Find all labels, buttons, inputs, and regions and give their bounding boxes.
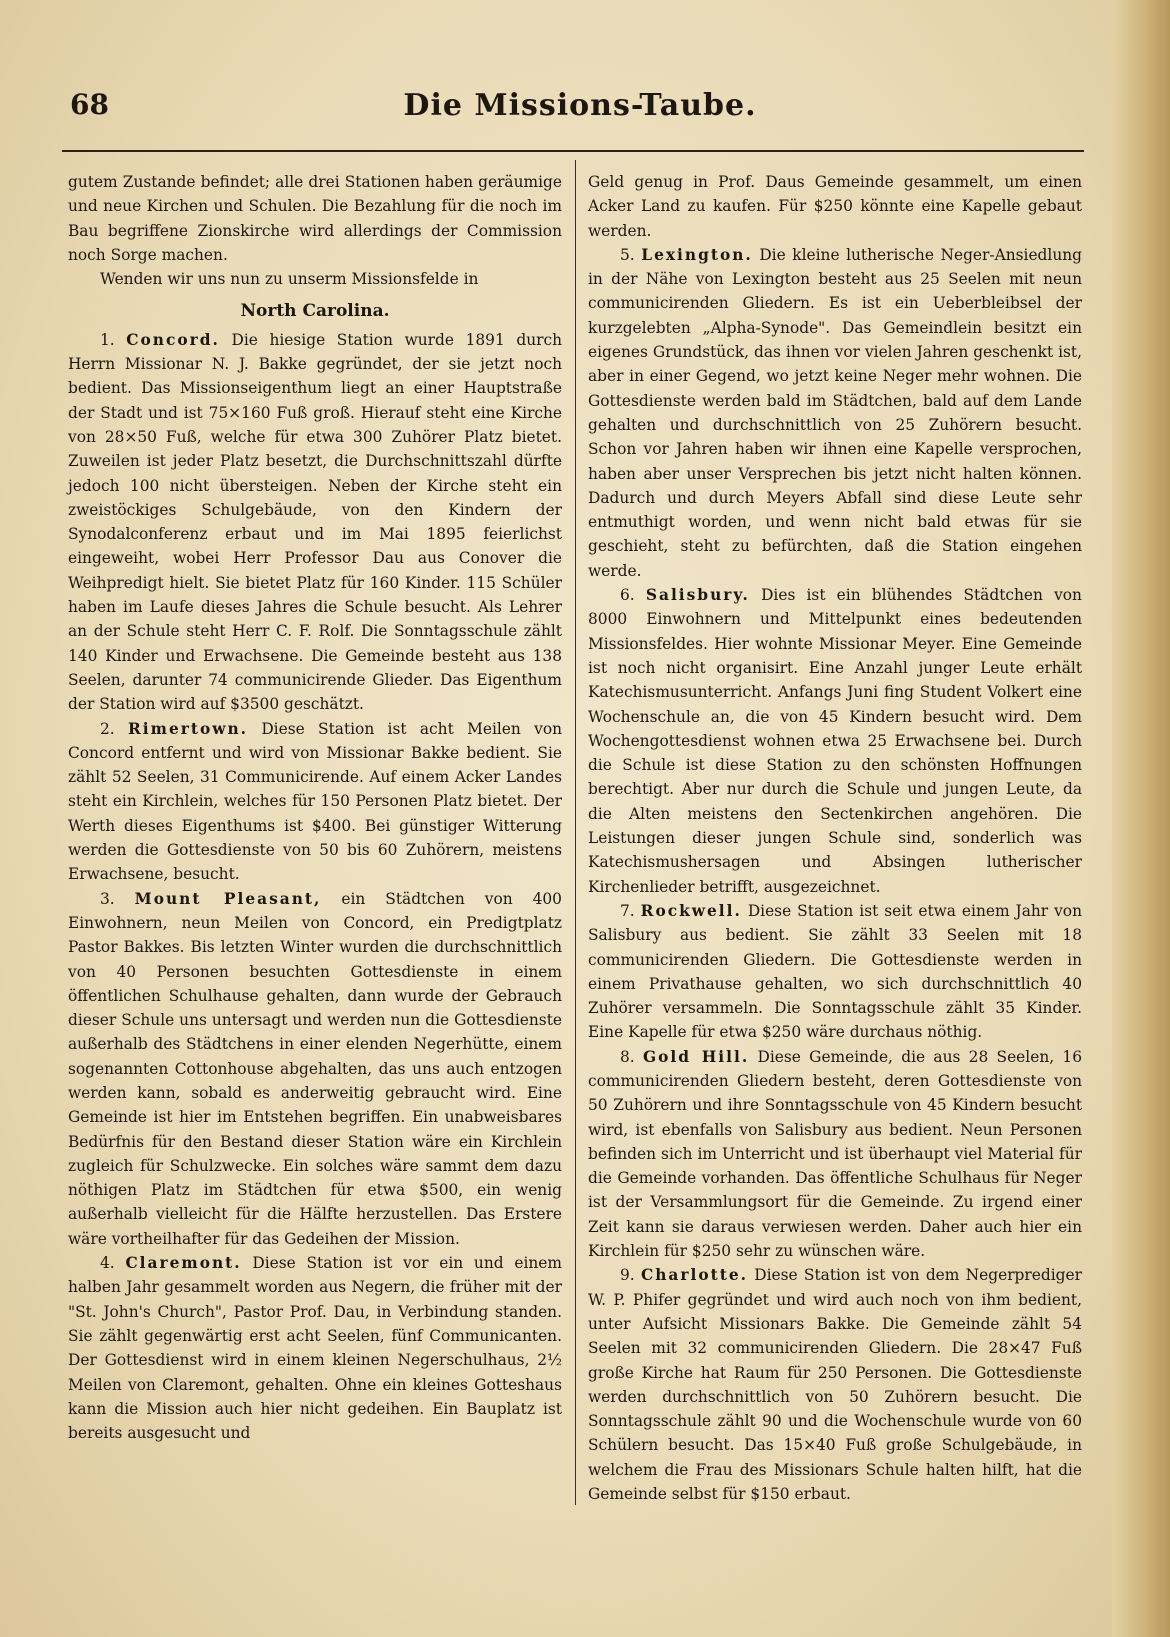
station-text: Die hiesige Station wurde 1891 durch Herrn Missionar N. J. Bakke gegründet, der sie jetzt noch bedient. Das Missionseigenthum liegt an einer Hauptstraße der Stadt und ist 75×160 Fuß groß. Hierauf steht eine Kirche von 28×50 Fuß, welche für etwa 300 Zuhörer Platz bietet. Zuweilen ist jeder Platz besetzt, die Durchschnittszahl dürfte jedoch 100 nicht übersteigen. Neben der Kirche steht ein zweistöckiges Schulgebäude, von den Kindern der Synodalconferenz erbaut und im Mai 1895 feierlichst eingeweiht, wobei Herr Professor Dau aus Conover die Weihpredigt hielt. Sie bietet Platz für 160 Kinder. 115 Schüler haben im Laufe dieses Jahres die Schule besucht. Als Lehrer an der Schule steht Herr C. F. Rolf. Die Sonntagsschule zählt 140 Kinder und Erwachsene. Die Gemeinde besteht aus 138 Seelen, darunter 74 communicirende Glieder. Das Eigenthum der Station wird auf $3500 geschätzt. [68, 330, 562, 714]
station-claremont [68, 1251, 562, 1445]
station-name: Rockwell. [640, 901, 742, 920]
station-charlotte [588, 1263, 1082, 1506]
item-number: 6. [620, 586, 635, 605]
station-text: Diese Station ist vor ein und einem halben Jahr gesammelt worden aus Negern, die früher mit der "St. John's Church", Pastor Prof. Dau, in Verbindung standen. Sie zählt gegenwärtig erst acht Seelen, fünf Communicanten. Der Gottesdienst wird in einem kleinen Negerschulhaus, 2½ Meilen von Claremont, gehalten. Ohne ein kleines Gotteshaus kann die Mission auch hier nicht gedeihen. Ein Bauplatz ist bereits ausgesucht und [68, 1254, 562, 1443]
item-number: 7. [620, 901, 635, 920]
paragraph: gutem Zustande befindet; alle drei Stationen haben geräumige und neue Kirchen und Schulen. Die Bezahlung für die noch im Bau begriffene Zionskirche wird allerdings der Commission noch Sorge machen. [68, 173, 562, 264]
column-divider [575, 160, 576, 1505]
station-name: Mount Pleasant, [134, 889, 322, 908]
left-column [68, 170, 562, 1445]
station-name: Concord. [126, 330, 220, 349]
station-rimertown [68, 717, 562, 887]
station-lexington [588, 243, 1082, 583]
right-column [588, 170, 1082, 1506]
station-name: Rimertown. [128, 719, 249, 738]
item-number: 1. [100, 330, 115, 349]
paragraph: Wenden wir uns nun zu unserm Missionsfelde in [100, 270, 479, 289]
journal-title: Die Missions-Taube. [403, 88, 757, 123]
station-text: ein Städtchen von 400 Einwohnern, neun Meilen von Concord, ein Predigtplatz Pastor Bakkes. Bis letzten Winter wurden die durchschnittlich von 40 Personen besuchten Gottesdienste in einem öffentlichen Schulhause gehalten, dann wurde der Gebrauch dieser Schule uns untersagt und werden nun die Gottesdienste außerhalb des Städtchens in einer elenden Negerhütte, einem sogenannten Cottonhouse abgehalten, das uns auch entzogen werden kann, sobald es anderweitig gebraucht wird. Eine Gemeinde ist hier im Entstehen begriffen. Ein unabweisbares Bedürfnis für den Bestand dieser Station wäre ein Kirchlein zugleich für Schulzwecke. Ein solches wäre sammt dem dazu nöthigen Platz im Städtchen für etwa $500, ein wenig außerhalb vielleicht für die Hälfte herzustellen. Das Erstere wäre vortheilhafter für das Gedeihen der Mission. [68, 889, 562, 1248]
item-number: 8. [620, 1047, 635, 1066]
station-text: Diese Gemeinde, die aus 28 Seelen, 16 communicirenden Gliedern besteht, deren Gottesdienste von 50 Zuhörern und ihre Sonntagsschule von 45 Kindern besucht wird, ist ebenfalls von Salisbury aus bedient. Neun Personen befinden sich im Unterricht und ist überhaupt viel Material für die Gemeinde vorhanden. Das öffentliche Schulhaus für Neger ist der Versammlungsort für die Gemeinde. Zu irgend einer Zeit kann sie daraus verwiesen werden. Daher auch hier ein Kirchlein für $250 sehr zu wünschen wäre. [588, 1047, 1082, 1261]
station-rockwell [588, 899, 1082, 1045]
item-number: 3. [100, 889, 115, 908]
item-number: 5. [620, 245, 635, 264]
station-name: Salisbury. [645, 586, 750, 605]
station-name: Charlotte. [640, 1266, 748, 1285]
station-name: Gold Hill. [642, 1047, 750, 1066]
station-name: Claremont. [125, 1254, 242, 1273]
station-text: Diese Station ist von dem Negerprediger W. P. Phifer gegründet und wird auch noch von ihm bedient, unter Aufsicht Missionars Bakke. Die Gemeinde zählt 54 Seelen mit 32 communicirenden Gliedern. Die 28×47 Fuß große Kirche hat Raum für 250 Personen. Die Gottesdienste werden durchschnittlich von 50 Zuhörern besucht. Die Sonntagsschule zählt 90 und die Wochenschule wurde von 60 Schülern besucht. Das 15×40 Fuß große Schulgebäude, in welchem die Frau des Missionars Schule halten hilft, hat die Gemeinde selbst für $150 erbaut. [588, 1266, 1082, 1504]
paragraph: Geld genug in Prof. Daus Gemeinde gesammelt, um einen Acker Land zu kaufen. Für $250 könnte eine Kapelle gebaut werden. [588, 173, 1082, 240]
page-number: 68 [70, 88, 109, 121]
page-edge-shadow [1112, 0, 1170, 1637]
station-text: Diese Station ist seit etwa einem Jahr von Salisbury aus bedient. Sie zählt 33 Seelen mit 18 communicirenden Gliedern. Die Gottesdienste werden in einem Privathause gehalten, wo sich durchschnittlich 40 Zuhörer versammeln. Die Sonntagsschule zählt 35 Kinder. Eine Kapelle für etwa $250 wäre durchaus nöthig. [588, 901, 1082, 1042]
station-text: Diese Station ist acht Meilen von Concord entfernt und wird von Missionar Bakke bedient. Sie zählt 52 Seelen, 31 Communicirende. Auf einem Acker Landes steht ein Kirchlein, welches für 150 Personen Platz bietet. Der Werth dieses Eigenthums ist $400. Bei günstiger Witterung werden die Gottesdienste von 50 bis 60 Zuhörern, meistens Erwachsene, besucht. [68, 719, 562, 884]
station-text: Die kleine lutherische Neger-Ansiedlung in der Nähe von Lexington besteht aus 25 Seelen mit neun communicirenden Gliedern. Es ist ein Ueberbleibsel der kurzgelebten „Alpha-Synode". Das Gemeindlein besitzt ein eigenes Grundstück, das ihnen vor vielen Jahren geschenkt ist, aber in einer Gegend, wo jetzt keine Neger mehr wohnen. Die Gottesdienste werden bald im Städtchen, bald auf dem Lande gehalten und durchschnittlich von 25 Zuhörern besucht. Schon vor Jahren haben wir ihnen eine Kapelle versprochen, haben aber unser Versprechen bis jetzt nicht halten können. Dadurch und durch Meyers Abfall sind diese Leute sehr entmuthigt worden, und wenn nicht bald etwas für sie geschieht, steht zu befürchten, daß die Station eingehen werde. [588, 245, 1082, 580]
station-mount-pleasant [68, 887, 562, 1251]
station-name: Lexington. [641, 245, 753, 264]
station-salisbury [588, 583, 1082, 899]
item-number: 9. [620, 1266, 635, 1285]
station-gold-hill [588, 1045, 1082, 1264]
item-number: 2. [100, 719, 115, 738]
station-concord [68, 328, 562, 717]
station-text: Dies ist ein blühendes Städtchen von 8000 Einwohnern und Mittelpunkt eines bedeutenden Missionsfeldes. Hier wohnte Missionar Meyer. Eine Gemeinde ist noch nicht organisirt. Eine Anzahl junger Leute erhält Katechismusunterricht. Anfangs Juni fing Student Volkert eine Wochenschule an, die von 45 Kindern besucht wird. Dem Wochengottesdienst wohnen etwa 25 Erwachsene bei. Durch die Schule ist diese Station zu den schönsten Hoffnungen berechtigt. Aber nur durch die Schule und jungen Leute, da die Alten meistens den Sectenkirchen angehören. Die Leistungen dieser jungen Schule sind, sonderlich was Katechismushersagen und Absingen lutherischer Kirchenlieder betrifft, ausgezeichnet. [588, 586, 1082, 896]
page-header [70, 88, 1090, 128]
header-rule [62, 150, 1084, 152]
item-number: 4. [100, 1254, 115, 1273]
section-heading: North Carolina. [240, 301, 390, 322]
